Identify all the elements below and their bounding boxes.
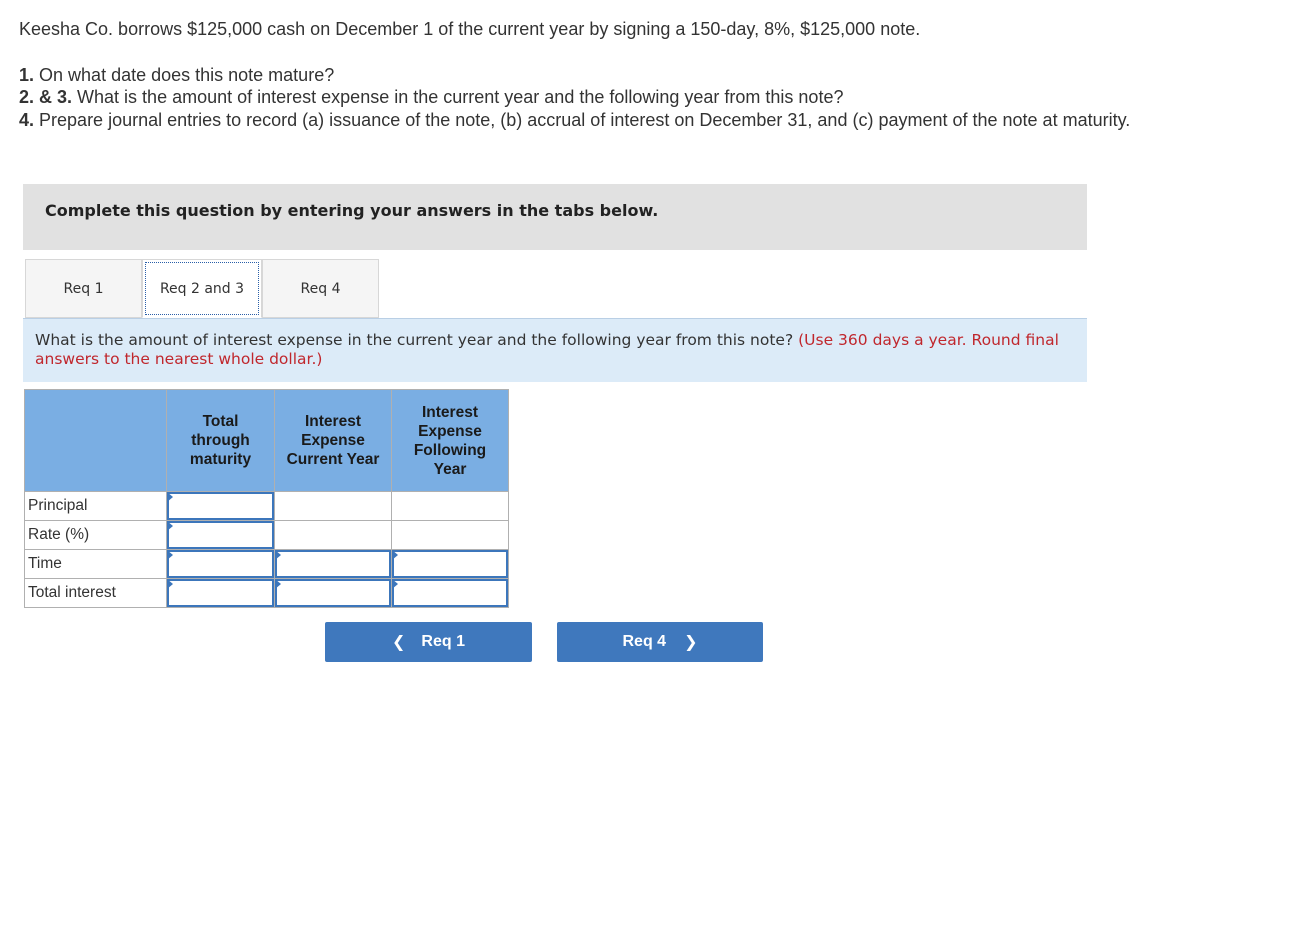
input-marker-icon bbox=[392, 579, 398, 589]
next-button-label: Req 4 bbox=[622, 633, 667, 650]
principal-total-input-cell[interactable] bbox=[167, 492, 275, 521]
input-marker-icon bbox=[167, 550, 173, 560]
chevron-left-icon: ❮ bbox=[392, 634, 406, 651]
input-marker-icon bbox=[275, 579, 281, 589]
input-marker-icon bbox=[167, 521, 173, 531]
time-following-input[interactable] bbox=[394, 552, 506, 576]
row-label: Total interest bbox=[25, 579, 167, 608]
rate-total-input[interactable] bbox=[169, 523, 272, 547]
input-marker-icon bbox=[167, 579, 173, 589]
empty-cell bbox=[275, 492, 392, 521]
interest-total-input-cell[interactable] bbox=[167, 579, 275, 608]
interest-current-input[interactable] bbox=[277, 581, 389, 605]
header-interest-following-year: Interest Expense Following Year bbox=[392, 390, 509, 492]
input-marker-icon bbox=[392, 550, 398, 560]
input-marker-icon bbox=[275, 550, 281, 560]
empty-cell bbox=[275, 521, 392, 550]
tab-label: Req 4 bbox=[300, 280, 341, 297]
header-corner bbox=[25, 390, 167, 492]
interest-current-input-cell[interactable] bbox=[275, 579, 392, 608]
time-current-input[interactable] bbox=[277, 552, 389, 576]
banner-text: Complete this question by entering your answers in the tabs below. bbox=[45, 201, 659, 220]
prompt-text: What is the amount of interest expense in the current year and the following year from this note? bbox=[35, 331, 794, 349]
table-row-time bbox=[25, 550, 509, 579]
question-text: Prepare journal entries to record (a) issuance of the note, (b) accrual of interest on December 31, and (c) payment of the note at maturity. bbox=[39, 109, 1131, 130]
empty-cell bbox=[392, 492, 509, 521]
row-label: Time bbox=[25, 550, 167, 579]
tab-req-2-and-3[interactable] bbox=[142, 259, 262, 318]
question-number: 1. bbox=[19, 64, 35, 85]
time-total-input[interactable] bbox=[169, 552, 272, 576]
prompt-instruction: (Use 360 days a year. Round final answers to the nearest whole dollar.) bbox=[35, 331, 1059, 368]
prev-button-label: Req 1 bbox=[421, 633, 465, 650]
time-following-input-cell[interactable] bbox=[392, 550, 509, 579]
question-2-3 bbox=[19, 86, 1169, 109]
table-header-row bbox=[25, 390, 509, 492]
input-marker-icon bbox=[167, 492, 173, 502]
time-current-input-cell[interactable] bbox=[275, 550, 392, 579]
question-1 bbox=[19, 64, 1169, 87]
interest-total-input[interactable] bbox=[169, 581, 272, 605]
question-text: On what date does this note mature? bbox=[39, 64, 335, 85]
tab-req-4[interactable] bbox=[262, 259, 379, 318]
table-row-principal bbox=[25, 492, 509, 521]
header-interest-current-year: Interest Expense Current Year bbox=[275, 390, 392, 492]
time-total-input-cell[interactable] bbox=[167, 550, 275, 579]
row-label: Rate (%) bbox=[25, 521, 167, 550]
instructions-banner bbox=[23, 184, 1087, 250]
interest-table bbox=[24, 389, 509, 608]
table-row-rate bbox=[25, 521, 509, 550]
chevron-right-icon: ❯ bbox=[684, 634, 698, 651]
row-label: Principal bbox=[25, 492, 167, 521]
question-prompt bbox=[23, 318, 1087, 382]
principal-total-input[interactable] bbox=[169, 494, 272, 518]
empty-cell bbox=[392, 521, 509, 550]
header-total-through-maturity: Total through maturity bbox=[167, 390, 275, 492]
question-number: 2. & 3. bbox=[19, 87, 73, 107]
question-text: What is the amount of interest expense in the current year and the following year from this note? bbox=[77, 87, 844, 107]
tab-req-1[interactable] bbox=[25, 259, 142, 318]
interest-following-input-cell[interactable] bbox=[392, 579, 509, 608]
tab-label: Req 2 and 3 bbox=[159, 280, 245, 297]
prev-req-1-button[interactable] bbox=[325, 622, 532, 662]
table-row-total-interest bbox=[25, 579, 509, 608]
question-4 bbox=[19, 109, 1169, 132]
tab-label: Req 1 bbox=[63, 280, 104, 297]
interest-following-input[interactable] bbox=[394, 581, 506, 605]
next-req-4-button[interactable] bbox=[557, 622, 763, 662]
rate-total-input-cell[interactable] bbox=[167, 521, 275, 550]
problem-intro: Keesha Co. borrows $125,000 cash on December 1 of the current year by signing a 150-day, 8%, $125,000 note. bbox=[19, 19, 921, 39]
question-number: 4. bbox=[19, 109, 35, 130]
problem-statement bbox=[19, 18, 1169, 131]
